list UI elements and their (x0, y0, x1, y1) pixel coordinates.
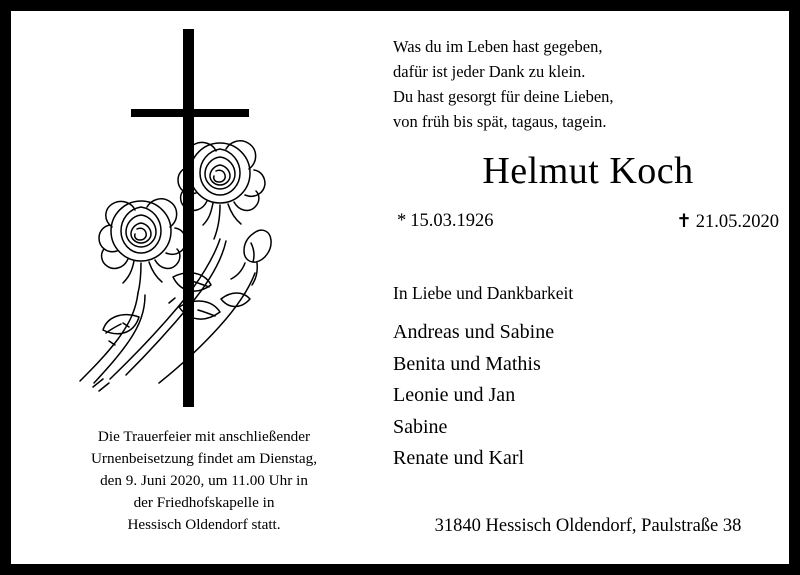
death-date: 21.05.2020 (695, 212, 779, 232)
mourners-list (393, 317, 783, 475)
poem-line: Du hast gesorgt für deine Lieben, (393, 87, 614, 107)
list-item: Renate und Karl (393, 447, 525, 470)
birth-star-icon: * (397, 211, 407, 231)
funeral-notice-line: Urnenbeisetzung findet am Dienstag, (90, 450, 318, 468)
right-column (381, 11, 789, 564)
roses-illustration-icon (79, 121, 279, 401)
death-date-group (676, 211, 779, 233)
funeral-notice-line: Die Trauerfeier mit anschließender (97, 428, 311, 445)
birth-date: 15.03.1926 (410, 211, 494, 231)
address-line: 31840 Hessisch Oldendorf, Paulstraße 38 (434, 516, 742, 536)
list-item: Sabine (393, 415, 448, 438)
death-cross-icon: ✝ (676, 212, 692, 232)
deceased-name: Helmut Koch (482, 150, 694, 192)
funeral-notice-line: den 9. Juni 2020, um 11.00 Uhr in (100, 472, 308, 490)
obituary-inner (11, 11, 789, 564)
poem-line: dafür ist jeder Dank zu klein. (393, 62, 586, 82)
funeral-notice-line: Hessisch Oldendorf statt. (127, 516, 281, 534)
left-column (11, 11, 366, 564)
life-dates (393, 211, 783, 233)
cross-icon-horizontal-bar (131, 109, 249, 117)
birth-date-group (397, 211, 494, 233)
poem-line: Was du im Leben hast gegeben, (393, 37, 603, 56)
list-item: Benita und Mathis (393, 352, 541, 375)
list-item: Leonie und Jan (393, 384, 516, 407)
poem-line: von früh bis spät, tagaus, tagein. (393, 112, 607, 132)
memorial-poem (393, 34, 614, 134)
dedication-text: In Liebe und Dankbarkeit (393, 283, 574, 303)
funeral-notice (59, 426, 349, 536)
funeral-notice-line: der Friedhofskapelle in (133, 494, 275, 512)
list-item: Andreas und Sabine (393, 321, 555, 343)
